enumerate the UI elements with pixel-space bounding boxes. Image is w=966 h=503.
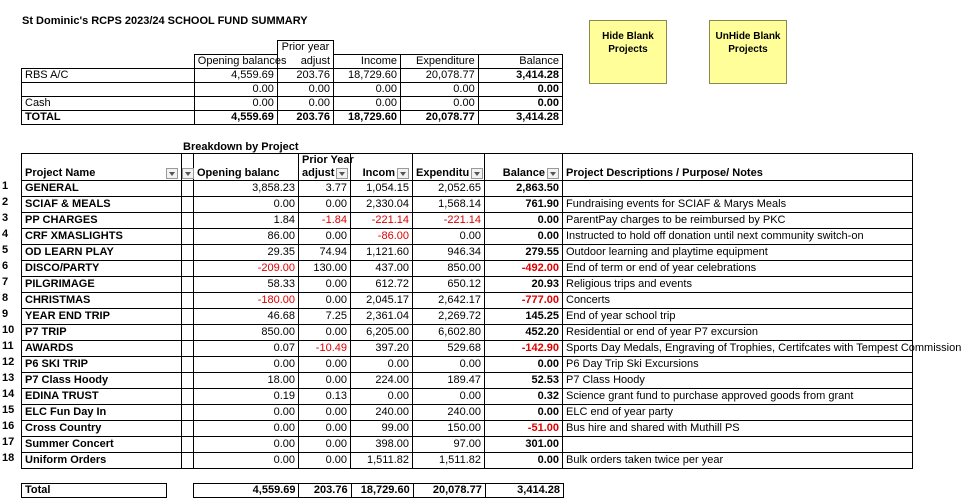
project-name: GENERAL <box>22 181 182 197</box>
summary-header-prior-line1: Prior year <box>277 41 333 55</box>
project-name: PP CHARGES <box>22 213 182 229</box>
project-balance: 301.00 <box>485 437 563 453</box>
row-number: 11 <box>2 340 14 352</box>
hide-blank-projects-button[interactable]: Hide Blank Projects <box>589 20 667 84</box>
project-opening: 0.00 <box>194 437 299 453</box>
project-expenditure: 529.68 <box>413 341 485 357</box>
header-expenditure: Expenditu <box>416 167 470 179</box>
summary-header-income: Income <box>334 54 401 68</box>
filter-spacer <box>182 309 194 325</box>
project-name: P7 Class Hoody <box>22 373 182 389</box>
unhide-blank-projects-button[interactable]: UnHide Blank Projects <box>709 20 787 84</box>
project-name: CRF XMASLIGHTS <box>22 229 182 245</box>
filter-spacer <box>182 181 194 197</box>
project-prior: 0.00 <box>299 453 351 469</box>
summary-balance: 3,414.28 <box>478 68 562 82</box>
project-prior: -10.49 <box>299 341 351 357</box>
summary-header-balance: Balance <box>478 54 562 68</box>
expenditure-filter-icon[interactable] <box>471 168 483 179</box>
filter-spacer <box>182 405 194 421</box>
project-prior: 0.00 <box>299 421 351 437</box>
filter-spacer <box>182 245 194 261</box>
row-number: 2 <box>2 196 9 208</box>
summary-opening: 4,559.69 <box>194 68 277 82</box>
project-name: P6 SKI TRIP <box>22 357 182 373</box>
project-expenditure: 97.00 <box>413 437 485 453</box>
row-number: 18 <box>2 452 15 464</box>
project-name: OD LEARN PLAY <box>22 245 182 261</box>
project-income: -221.14 <box>351 213 413 229</box>
summary-expenditure: 20,078.77 <box>400 68 478 82</box>
project-balance: 0.00 <box>485 453 563 469</box>
project-notes: ELC end of year party <box>563 405 913 421</box>
project-opening: 0.07 <box>194 341 299 357</box>
summary-header-opening: Opening balances <box>194 54 277 68</box>
project-name: CHRISTMAS <box>22 293 182 309</box>
breakdown-header-prior-line1: Prior Year <box>299 154 351 168</box>
table-row <box>22 421 913 437</box>
project-prior: 0.00 <box>299 293 351 309</box>
project-notes: End of year school trip <box>563 309 913 325</box>
project-expenditure: 850.00 <box>413 261 485 277</box>
filter-spacer <box>182 373 194 389</box>
project-opening: 46.68 <box>194 309 299 325</box>
table-row <box>22 389 913 405</box>
summary-expenditure: 20,078.77 <box>400 110 478 124</box>
summary-balance: 0.00 <box>478 82 562 96</box>
row-number: 9 <box>2 308 9 320</box>
sheet-title: St Dominic's RCPS 2023/24 SCHOOL FUND SUMMARY <box>22 15 308 27</box>
header-notes: Project Descriptions / Purpose/ Notes <box>563 167 913 181</box>
project-balance: -492.00 <box>485 261 563 277</box>
project-income: 6,205.00 <box>351 325 413 341</box>
summary-header-expenditure: Expenditure <box>400 54 478 68</box>
filter-spacer <box>182 261 194 277</box>
project-notes: Residential or end of year P7 excursion <box>563 325 913 341</box>
summary-row <box>22 96 563 110</box>
project-prior: 74.94 <box>299 245 351 261</box>
total-label: Total <box>22 484 167 498</box>
row-number: 8 <box>2 292 9 304</box>
summary-label: RBS A/C <box>22 68 195 82</box>
table-row <box>22 453 913 469</box>
income-filter-icon[interactable] <box>397 168 409 179</box>
project-prior: 7.25 <box>299 309 351 325</box>
project-balance: 52.53 <box>485 373 563 389</box>
project-expenditure: 1,568.14 <box>413 197 485 213</box>
row-number: 17 <box>2 436 15 448</box>
project-opening: 3,858.23 <box>194 181 299 197</box>
project-balance: 0.32 <box>485 389 563 405</box>
row-number: 4 <box>2 228 9 240</box>
project-opening: 18.00 <box>194 373 299 389</box>
project-prior: 0.00 <box>299 229 351 245</box>
project-notes: Outdoor learning and playtime equipment <box>563 245 913 261</box>
summary-prior: 0.00 <box>277 82 333 96</box>
row-number: 5 <box>2 244 9 256</box>
project-prior: 0.00 <box>299 357 351 373</box>
table-row <box>22 181 913 197</box>
row-number: 13 <box>2 372 15 384</box>
project-balance: 452.20 <box>485 325 563 341</box>
project-expenditure: 2,642.17 <box>413 293 485 309</box>
project-opening: 850.00 <box>194 325 299 341</box>
project-balance: 279.55 <box>485 245 563 261</box>
project-prior: 0.00 <box>299 325 351 341</box>
project-notes <box>563 181 913 197</box>
header-project-name: Project Name <box>25 167 96 179</box>
summary-balance: 0.00 <box>478 96 562 110</box>
table-row <box>22 405 913 421</box>
project-income: -86.00 <box>351 229 413 245</box>
table-row <box>22 373 913 389</box>
summary-row <box>22 82 563 96</box>
table-row <box>22 213 913 229</box>
row-number: 3 <box>2 212 9 224</box>
row-number: 15 <box>2 404 15 416</box>
table-row <box>22 309 913 325</box>
table-row <box>22 245 913 261</box>
project-name: AWARDS <box>22 341 182 357</box>
project-opening: -180.00 <box>194 293 299 309</box>
filter-spacer <box>182 277 194 293</box>
summary-prior: 0.00 <box>277 96 333 110</box>
project-income: 1,054.15 <box>351 181 413 197</box>
project-opening: 86.00 <box>194 229 299 245</box>
project-balance: 145.25 <box>485 309 563 325</box>
header-income: Incom <box>362 167 395 179</box>
project-balance: 761.90 <box>485 197 563 213</box>
project-income: 612.72 <box>351 277 413 293</box>
filter-spacer <box>182 357 194 373</box>
active-filter-icon[interactable] <box>182 168 194 179</box>
table-row <box>22 229 913 245</box>
project-prior: 0.00 <box>299 437 351 453</box>
filter-spacer <box>182 229 194 245</box>
project-notes: ParentPay charges to be reimbursed by PKC <box>563 213 913 229</box>
project-prior: 0.00 <box>299 277 351 293</box>
project-balance: 0.00 <box>485 213 563 229</box>
total-table <box>21 483 564 498</box>
breakdown-table <box>21 153 962 469</box>
summary-prior: 203.76 <box>277 68 333 82</box>
header-opening: Opening balanc <box>197 167 280 179</box>
project-expenditure: 946.34 <box>413 245 485 261</box>
project-expenditure: 0.00 <box>413 389 485 405</box>
filter-spacer <box>182 197 194 213</box>
project-notes: Sports Day Medals, Engraving of Trophies, Certifcates with Tempest Commission <box>563 341 913 357</box>
project-prior: 3.77 <box>299 181 351 197</box>
project-notes: Bulk orders taken twice per year <box>563 453 913 469</box>
project-prior: -1.84 <box>299 213 351 229</box>
project-name: DISCO/PARTY <box>22 261 182 277</box>
summary-label: Cash <box>22 96 195 110</box>
project-notes: Fundraising events for SCIAF & Marys Meals <box>563 197 913 213</box>
summary-label <box>22 82 195 96</box>
project-expenditure: 2,269.72 <box>413 309 485 325</box>
project-name: SCIAF & MEALS <box>22 197 182 213</box>
project-expenditure: 2,052.65 <box>413 181 485 197</box>
project-name: PILGRIMAGE <box>22 277 182 293</box>
summary-opening: 4,559.69 <box>194 110 277 124</box>
project-income: 1,511.82 <box>351 453 413 469</box>
summary-row <box>22 68 563 82</box>
project-notes <box>563 437 913 453</box>
project-prior: 0.00 <box>299 197 351 213</box>
project-notes: End of term or end of year celebrations <box>563 261 913 277</box>
project-income: 1,121.60 <box>351 245 413 261</box>
project-notes: Concerts <box>563 293 913 309</box>
filter-spacer <box>182 421 194 437</box>
project-notes: Religious trips and events <box>563 277 913 293</box>
project-opening: -209.00 <box>194 261 299 277</box>
project-prior: 0.00 <box>299 373 351 389</box>
project-income: 397.20 <box>351 341 413 357</box>
summary-balance: 3,414.28 <box>478 110 562 124</box>
summary-header-prior-line2: adjust <box>277 54 333 68</box>
project-name: Uniform Orders <box>22 453 182 469</box>
filter-spacer <box>182 213 194 229</box>
table-row <box>22 437 913 453</box>
project-income: 2,361.04 <box>351 309 413 325</box>
project-expenditure: 0.00 <box>413 357 485 373</box>
project-balance: 2,863.50 <box>485 181 563 197</box>
project-opening: 29.35 <box>194 245 299 261</box>
filter-spacer <box>182 453 194 469</box>
project-income: 2,045.17 <box>351 293 413 309</box>
project-notes: Science grant fund to purchase approved goods from grant <box>563 389 913 405</box>
project-balance: 0.00 <box>485 229 563 245</box>
project-opening: 1.84 <box>194 213 299 229</box>
row-number: 12 <box>2 356 15 368</box>
breakdown-label: Breakdown by Project <box>183 141 299 153</box>
project-income: 2,330.04 <box>351 197 413 213</box>
project-income: 0.00 <box>351 357 413 373</box>
row-number: 16 <box>2 420 15 432</box>
project-notes: Bus hire and shared with Muthill PS <box>563 421 913 437</box>
header-prior-adjust: adjust <box>302 167 335 179</box>
project-name-filter-icon[interactable] <box>166 168 178 179</box>
table-row <box>22 277 913 293</box>
row-number: 7 <box>2 276 9 288</box>
project-name: ELC Fun Day In <box>22 405 182 421</box>
project-income: 240.00 <box>351 405 413 421</box>
row-number: 1 <box>2 180 9 192</box>
project-income: 437.00 <box>351 261 413 277</box>
project-name: Summer Concert <box>22 437 182 453</box>
project-expenditure: 0.00 <box>413 229 485 245</box>
summary-income: 0.00 <box>334 96 401 110</box>
filter-spacer <box>182 437 194 453</box>
project-opening: 0.00 <box>194 405 299 421</box>
summary-expenditure: 0.00 <box>400 96 478 110</box>
table-row <box>22 341 913 357</box>
summary-expenditure: 0.00 <box>400 82 478 96</box>
summary-prior: 203.76 <box>277 110 333 124</box>
project-prior: 0.13 <box>299 389 351 405</box>
project-notes: Instructed to hold off donation until next community switch-on <box>563 229 913 245</box>
project-notes: P6 Day Trip Ski Excursions <box>563 357 913 373</box>
balance-filter-icon[interactable] <box>547 168 559 179</box>
project-income: 0.00 <box>351 389 413 405</box>
project-income: 99.00 <box>351 421 413 437</box>
project-balance: -142.90 <box>485 341 563 357</box>
summary-income: 0.00 <box>334 82 401 96</box>
project-income: 224.00 <box>351 373 413 389</box>
summary-opening: 0.00 <box>194 82 277 96</box>
project-expenditure: 150.00 <box>413 421 485 437</box>
summary-opening: 0.00 <box>194 96 277 110</box>
project-name: Cross Country <box>22 421 182 437</box>
project-balance: -777.00 <box>485 293 563 309</box>
total-opening: 4,559.69 <box>194 484 299 498</box>
project-opening: 0.00 <box>194 421 299 437</box>
summary-income: 18,729.60 <box>334 68 401 82</box>
project-opening: 58.33 <box>194 277 299 293</box>
row-number: 14 <box>2 388 15 400</box>
project-opening: 0.00 <box>194 357 299 373</box>
table-row <box>22 293 913 309</box>
project-expenditure: 650.12 <box>413 277 485 293</box>
project-name: EDINA TRUST <box>22 389 182 405</box>
header-balance: Balance <box>502 167 545 179</box>
table-row <box>22 197 913 213</box>
project-balance: -51.00 <box>485 421 563 437</box>
total-balance: 3,414.28 <box>485 484 563 498</box>
row-number: 10 <box>2 324 15 336</box>
project-income: 398.00 <box>351 437 413 453</box>
filter-spacer <box>182 389 194 405</box>
filter-spacer <box>182 325 194 341</box>
project-opening: 0.00 <box>194 197 299 213</box>
table-row <box>22 261 913 277</box>
project-expenditure: 189.47 <box>413 373 485 389</box>
project-name: P7 TRIP <box>22 325 182 341</box>
project-opening: 0.00 <box>194 453 299 469</box>
project-prior: 130.00 <box>299 261 351 277</box>
table-row <box>22 357 913 373</box>
project-expenditure: 6,602.80 <box>413 325 485 341</box>
total-expenditure: 20,078.77 <box>413 484 485 498</box>
summary-table <box>21 40 563 125</box>
table-row <box>22 325 913 341</box>
project-notes: P7 Class Hoody <box>563 373 913 389</box>
project-prior: 0.00 <box>299 405 351 421</box>
project-expenditure: 1,511.82 <box>413 453 485 469</box>
project-balance: 20.93 <box>485 277 563 293</box>
total-prior: 203.76 <box>299 484 351 498</box>
row-number: 6 <box>2 260 9 272</box>
summary-income: 18,729.60 <box>334 110 401 124</box>
summary-row <box>22 110 563 124</box>
filter-spacer <box>182 293 194 309</box>
total-income: 18,729.60 <box>351 484 413 498</box>
project-expenditure: -221.14 <box>413 213 485 229</box>
filter-spacer <box>182 341 194 357</box>
project-name: YEAR END TRIP <box>22 309 182 325</box>
summary-label: TOTAL <box>22 110 195 124</box>
project-opening: 0.19 <box>194 389 299 405</box>
project-balance: 0.00 <box>485 405 563 421</box>
project-expenditure: 240.00 <box>413 405 485 421</box>
project-balance: 0.00 <box>485 357 563 373</box>
prior-adjust-filter-icon[interactable] <box>336 168 348 179</box>
